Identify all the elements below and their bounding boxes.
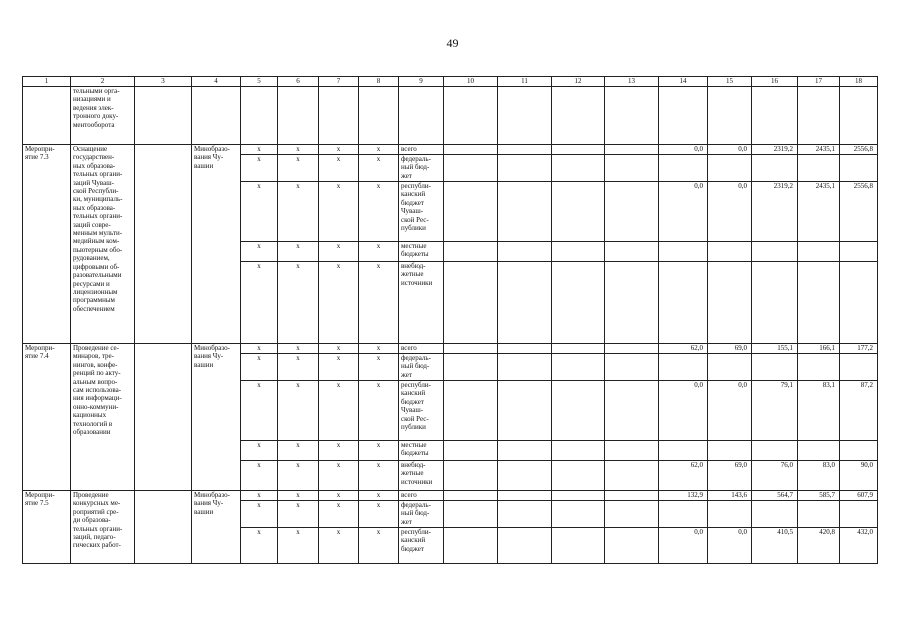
- funding-source: республи- канский бюджет Чуваш- ской Рес- публики: [399, 381, 444, 441]
- table-cell: [498, 242, 552, 262]
- table-cell: [552, 528, 605, 564]
- amount-cell: 607,9: [840, 491, 878, 501]
- table-cell: [605, 528, 659, 564]
- funding-source: местные бюджеты: [399, 242, 444, 262]
- code-cell: x: [359, 354, 399, 381]
- code-cell: x: [359, 145, 399, 155]
- column-header: 13: [605, 77, 659, 87]
- table-cell: [708, 87, 752, 145]
- table-cell: [840, 87, 878, 145]
- code-cell: x: [241, 344, 278, 354]
- column-header: 5: [241, 77, 278, 87]
- amount-cell: 155,1: [752, 344, 798, 354]
- amount-cell: [659, 501, 708, 528]
- amount-cell: 420,8: [798, 528, 840, 564]
- activity-name-continued: тельными орга- низациями и ведения элек- тронного доку- ментооборота: [71, 87, 135, 145]
- code-cell: x: [278, 381, 319, 441]
- code-cell: x: [359, 344, 399, 354]
- amount-cell: [708, 354, 752, 381]
- code-cell: x: [241, 461, 278, 491]
- table-cell: [135, 344, 192, 491]
- amount-cell: 69,0: [708, 461, 752, 491]
- column-header: 17: [798, 77, 840, 87]
- amount-cell: 83,1: [798, 381, 840, 441]
- amount-cell: 564,7: [752, 491, 798, 501]
- funding-source: местные бюджеты: [399, 441, 444, 461]
- table-cell: [552, 441, 605, 461]
- table-cell: [135, 87, 192, 145]
- code-cell: x: [278, 344, 319, 354]
- amount-cell: 79,1: [752, 381, 798, 441]
- amount-cell: [798, 242, 840, 262]
- amount-cell: [840, 501, 878, 528]
- code-cell: x: [278, 441, 319, 461]
- executor: Минобразо- вания Чу- вашии: [192, 145, 241, 344]
- amount-cell: 87,2: [840, 381, 878, 441]
- amount-cell: 432,0: [840, 528, 878, 564]
- table-cell: [605, 354, 659, 381]
- table-cell: [444, 182, 498, 242]
- amount-cell: [798, 262, 840, 344]
- code-cell: x: [241, 441, 278, 461]
- table-cell: [498, 441, 552, 461]
- code-cell: x: [278, 242, 319, 262]
- code-cell: x: [278, 155, 319, 182]
- code-cell: x: [319, 344, 359, 354]
- table-cell: [399, 87, 444, 145]
- code-cell: x: [359, 262, 399, 344]
- amount-cell: [840, 155, 878, 182]
- code-cell: x: [278, 528, 319, 564]
- code-cell: x: [359, 491, 399, 501]
- amount-cell: [752, 441, 798, 461]
- amount-cell: [752, 242, 798, 262]
- table-cell: [444, 87, 498, 145]
- amount-cell: 2556,8: [840, 145, 878, 155]
- table-cell: [659, 87, 708, 145]
- code-cell: x: [278, 145, 319, 155]
- amount-cell: [840, 354, 878, 381]
- column-header: 14: [659, 77, 708, 87]
- amount-cell: 143,6: [708, 491, 752, 501]
- table-cell: [605, 441, 659, 461]
- table-cell: [552, 344, 605, 354]
- table-cell: [605, 242, 659, 262]
- amount-cell: 0,0: [708, 528, 752, 564]
- table-cell: [498, 461, 552, 491]
- table-cell: [241, 87, 278, 145]
- table-cell: [192, 87, 241, 145]
- funding-source: республи- канский бюджет: [399, 528, 444, 564]
- code-cell: x: [241, 155, 278, 182]
- funding-source: федераль- ный бюд- жет: [399, 501, 444, 528]
- table-cell: [552, 491, 605, 501]
- funding-source: федераль- ный бюд- жет: [399, 155, 444, 182]
- amount-cell: [840, 441, 878, 461]
- code-cell: x: [319, 155, 359, 182]
- funding-source: всего: [399, 491, 444, 501]
- column-header: 11: [498, 77, 552, 87]
- table-cell: [278, 87, 319, 145]
- amount-cell: 0,0: [708, 182, 752, 242]
- table-cell: [605, 381, 659, 441]
- table-cell: [498, 155, 552, 182]
- table-cell: [605, 461, 659, 491]
- code-cell: x: [359, 182, 399, 242]
- code-cell: x: [278, 491, 319, 501]
- amount-cell: 585,7: [798, 491, 840, 501]
- table-cell: [552, 242, 605, 262]
- code-cell: x: [359, 501, 399, 528]
- table-cell: [444, 381, 498, 441]
- amount-cell: 132,9: [659, 491, 708, 501]
- table-cell: [444, 262, 498, 344]
- table-cell: [444, 344, 498, 354]
- amount-cell: 166,1: [798, 344, 840, 354]
- amount-cell: 177,2: [840, 344, 878, 354]
- amount-cell: [659, 242, 708, 262]
- amount-cell: [659, 155, 708, 182]
- amount-cell: 0,0: [659, 145, 708, 155]
- table-cell: [605, 155, 659, 182]
- activity-code: Меропри- ятие 7.3: [23, 145, 71, 344]
- table-row: [23, 344, 878, 354]
- table-cell: [605, 262, 659, 344]
- amount-cell: [708, 501, 752, 528]
- table-cell: [605, 87, 659, 145]
- amount-cell: [659, 441, 708, 461]
- budget-table: [22, 76, 878, 564]
- column-header: 3: [135, 77, 192, 87]
- amount-cell: 0,0: [708, 145, 752, 155]
- table-row: [23, 491, 878, 501]
- code-cell: x: [241, 242, 278, 262]
- column-header: 4: [192, 77, 241, 87]
- table-cell: [444, 155, 498, 182]
- table-header-row: [23, 77, 878, 87]
- table-cell: [498, 491, 552, 501]
- table-cell: [552, 461, 605, 491]
- table-cell: [552, 262, 605, 344]
- funding-source: всего: [399, 344, 444, 354]
- code-cell: x: [241, 354, 278, 381]
- funding-source: внебюд- жетные источники: [399, 262, 444, 344]
- amount-cell: [798, 155, 840, 182]
- code-cell: x: [359, 155, 399, 182]
- amount-cell: 69,0: [708, 344, 752, 354]
- table-cell: [498, 354, 552, 381]
- table-cell: [798, 87, 840, 145]
- code-cell: x: [359, 528, 399, 564]
- table-cell: [498, 501, 552, 528]
- table-cell: [605, 145, 659, 155]
- table-cell: [498, 528, 552, 564]
- executor: Минобразо- вания Чу- вашии: [192, 491, 241, 564]
- table-cell: [552, 182, 605, 242]
- amount-cell: [708, 441, 752, 461]
- table-cell: [498, 87, 552, 145]
- code-cell: x: [359, 461, 399, 491]
- table-cell: [444, 528, 498, 564]
- funding-source: республи- канский бюджет Чуваш- ской Рес- публики: [399, 182, 444, 242]
- funding-source: федераль- ный бюд- жет: [399, 354, 444, 381]
- table-cell: [498, 182, 552, 242]
- activity-name: Проведение се- минаров, тре- нингов, конфе- ренций по акту- альным вопро- сам использова- ния информаци- онно-коммуни- кационных технологий в образовании: [71, 344, 135, 491]
- table-cell: [319, 87, 359, 145]
- code-cell: x: [319, 354, 359, 381]
- amount-cell: 2319,2: [752, 182, 798, 242]
- amount-cell: [659, 354, 708, 381]
- amount-cell: 2556,8: [840, 182, 878, 242]
- activity-code: Меропри- ятие 7.5: [23, 491, 71, 564]
- code-cell: x: [319, 501, 359, 528]
- code-cell: x: [241, 182, 278, 242]
- code-cell: x: [278, 354, 319, 381]
- column-header: 12: [552, 77, 605, 87]
- amount-cell: [798, 354, 840, 381]
- funding-source: внебюд- жетные источники: [399, 461, 444, 491]
- code-cell: x: [319, 528, 359, 564]
- code-cell: x: [241, 262, 278, 344]
- table-cell: [605, 344, 659, 354]
- column-header: 8: [359, 77, 399, 87]
- amount-cell: [798, 501, 840, 528]
- code-cell: x: [241, 501, 278, 528]
- column-header: 9: [399, 77, 444, 87]
- amount-cell: 83,0: [798, 461, 840, 491]
- table-cell: [498, 262, 552, 344]
- column-header: 6: [278, 77, 319, 87]
- code-cell: x: [319, 145, 359, 155]
- table-cell: [135, 491, 192, 564]
- column-header: 10: [444, 77, 498, 87]
- amount-cell: 0,0: [659, 182, 708, 242]
- code-cell: x: [359, 441, 399, 461]
- table-cell: [552, 381, 605, 441]
- amount-cell: [708, 262, 752, 344]
- code-cell: x: [241, 528, 278, 564]
- code-cell: x: [241, 381, 278, 441]
- column-header: 16: [752, 77, 798, 87]
- table-cell: [552, 87, 605, 145]
- table-cell: [359, 87, 399, 145]
- continuation-row: [23, 87, 878, 145]
- code-cell: x: [278, 501, 319, 528]
- table-cell: [605, 182, 659, 242]
- amount-cell: 90,0: [840, 461, 878, 491]
- activity-name: Оснащение государствен- ных образова- тельных органи- заций Чуваш- ской Республи- ки, муниципаль- ных образова- тельных органи- заций совре- менным мульти- медийным ком- пьютерным обо- рудованием, цифровыми об- разовательными ресурсами и лицензионным программным обеспечением: [71, 145, 135, 344]
- table-cell: [552, 501, 605, 528]
- amount-cell: 410,5: [752, 528, 798, 564]
- table-cell: [605, 491, 659, 501]
- table-cell: [605, 501, 659, 528]
- amount-cell: [708, 155, 752, 182]
- column-header: 15: [708, 77, 752, 87]
- table-cell: [444, 145, 498, 155]
- funding-source: всего: [399, 145, 444, 155]
- column-header: 7: [319, 77, 359, 87]
- table-cell: [135, 145, 192, 344]
- column-header: 2: [71, 77, 135, 87]
- amount-cell: [798, 441, 840, 461]
- amount-cell: 0,0: [659, 528, 708, 564]
- page-number: 49: [446, 36, 459, 50]
- column-header: 1: [23, 77, 71, 87]
- code-cell: x: [319, 381, 359, 441]
- code-cell: x: [278, 182, 319, 242]
- table-cell: [498, 145, 552, 155]
- table-cell: [552, 145, 605, 155]
- executor: Минобразо- вания Чу- вашии: [192, 344, 241, 491]
- code-cell: x: [359, 242, 399, 262]
- code-cell: x: [319, 441, 359, 461]
- code-cell: x: [278, 262, 319, 344]
- table-cell: [444, 242, 498, 262]
- amount-cell: 2319,2: [752, 145, 798, 155]
- code-cell: x: [319, 461, 359, 491]
- activity-name: Проведение конкурсных ме- роприятий сре- ди образова- тельных органи- заций, педаго- гических работ-: [71, 491, 135, 564]
- table-cell: [552, 155, 605, 182]
- column-header: 18: [840, 77, 878, 87]
- amount-cell: 62,0: [659, 461, 708, 491]
- amount-cell: [708, 242, 752, 262]
- code-cell: x: [319, 262, 359, 344]
- code-cell: x: [319, 491, 359, 501]
- code-cell: x: [319, 182, 359, 242]
- table-cell: [752, 87, 798, 145]
- amount-cell: [752, 354, 798, 381]
- table-cell: [444, 354, 498, 381]
- code-cell: x: [278, 461, 319, 491]
- code-cell: x: [241, 145, 278, 155]
- amount-cell: [752, 262, 798, 344]
- table-cell: [444, 461, 498, 491]
- amount-cell: 76,0: [752, 461, 798, 491]
- amount-cell: 0,0: [659, 381, 708, 441]
- amount-cell: [752, 501, 798, 528]
- amount-cell: 2435,1: [798, 182, 840, 242]
- amount-cell: [752, 155, 798, 182]
- table-cell: [444, 491, 498, 501]
- amount-cell: 0,0: [708, 381, 752, 441]
- table-cell: [498, 381, 552, 441]
- table-cell: [498, 344, 552, 354]
- code-cell: x: [359, 381, 399, 441]
- amount-cell: 62,0: [659, 344, 708, 354]
- table-cell: [444, 501, 498, 528]
- code-cell: x: [319, 242, 359, 262]
- table-cell: [552, 354, 605, 381]
- amount-cell: [840, 242, 878, 262]
- table-cell: [444, 441, 498, 461]
- amount-cell: [840, 262, 878, 344]
- amount-cell: [659, 262, 708, 344]
- table-cell: [23, 87, 71, 145]
- table-row: [23, 145, 878, 155]
- amount-cell: 2435,1: [798, 145, 840, 155]
- code-cell: x: [241, 491, 278, 501]
- activity-code: Меропри- ятие 7.4: [23, 344, 71, 491]
